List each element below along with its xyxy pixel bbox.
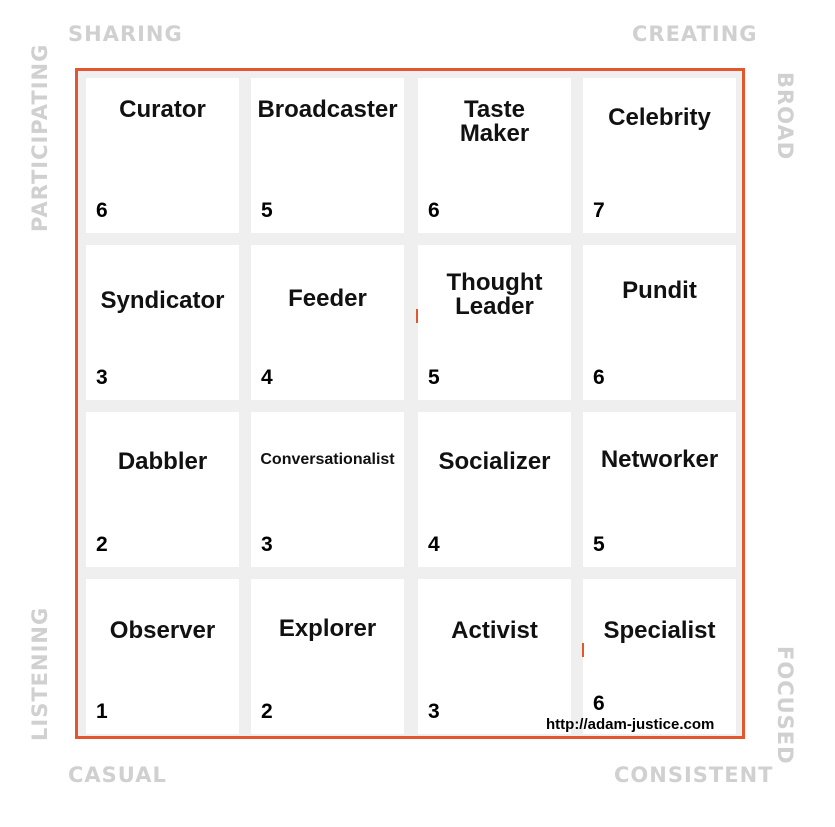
cell-title: Specialist [603, 617, 716, 644]
axis-label-consistent: CONSISTENT [614, 763, 774, 787]
cell-score: 4 [261, 366, 273, 389]
cell-networker [583, 412, 736, 567]
cell-score: 3 [261, 533, 273, 556]
cell-title: Celebrity [608, 104, 711, 131]
cell-title: Pundit [622, 277, 697, 304]
axis-label-broad: BROAD [773, 72, 797, 161]
cell-score: 5 [261, 199, 273, 222]
cell-curator [86, 78, 239, 233]
axis-label-casual: CASUAL [68, 763, 167, 787]
cell-title: Curator [119, 96, 206, 123]
credit-url: http://adam-justice.com [546, 716, 715, 733]
cell-celebrity [583, 78, 736, 233]
axis-label-participating: PARTICIPATING [28, 43, 52, 232]
cell-title: Broadcaster [257, 96, 398, 123]
cell-activist [418, 579, 571, 734]
cell-score: 1 [96, 700, 108, 723]
cell-title: Observer [109, 617, 216, 644]
cell-broadcaster [251, 78, 404, 233]
cell-score: 6 [428, 199, 440, 222]
cell-score: 6 [593, 366, 605, 389]
cell-socializer [418, 412, 571, 567]
cell-taste-maker [418, 78, 571, 233]
cell-title: Thought Leader [446, 269, 543, 320]
cell-observer [86, 579, 239, 734]
cell-title: Socializer [438, 448, 551, 475]
cell-title: Dabbler [117, 448, 208, 475]
cell-syndicator [86, 245, 239, 400]
cell-score: 5 [428, 366, 440, 389]
orange-tick-mark [416, 309, 418, 323]
cell-score: 7 [593, 199, 605, 222]
cell-title: Feeder [288, 285, 367, 312]
cell-score: 2 [261, 700, 273, 723]
cell-score: 6 [593, 692, 605, 715]
cell-title: Conversationalist [260, 451, 395, 468]
cell-score: 2 [96, 533, 108, 556]
cell-thought-leader [418, 245, 571, 400]
cell-pundit [583, 245, 736, 400]
cell-title: Syndicator [100, 287, 225, 314]
cell-score: 3 [96, 366, 108, 389]
cell-score: 5 [593, 533, 605, 556]
cell-title: Activist [451, 617, 538, 644]
axis-label-sharing: SHARING [68, 22, 183, 46]
cell-conversationalist [251, 412, 404, 567]
cell-title: Networker [600, 446, 719, 473]
axis-label-creating: CREATING [632, 22, 758, 46]
cell-title: Explorer [278, 615, 377, 642]
cell-title: Taste Maker [459, 96, 530, 147]
cell-explorer [251, 579, 404, 734]
role-grid [78, 71, 742, 736]
orange-tick-mark [582, 643, 584, 657]
cell-specialist [583, 579, 736, 734]
cell-dabbler [86, 412, 239, 567]
cell-feeder [251, 245, 404, 400]
cell-score: 3 [428, 700, 440, 723]
cell-score: 6 [96, 199, 108, 222]
axis-label-focused: FOCUSED [773, 646, 797, 765]
cell-score: 4 [428, 533, 440, 556]
axis-label-listening: LISTENING [28, 606, 52, 741]
